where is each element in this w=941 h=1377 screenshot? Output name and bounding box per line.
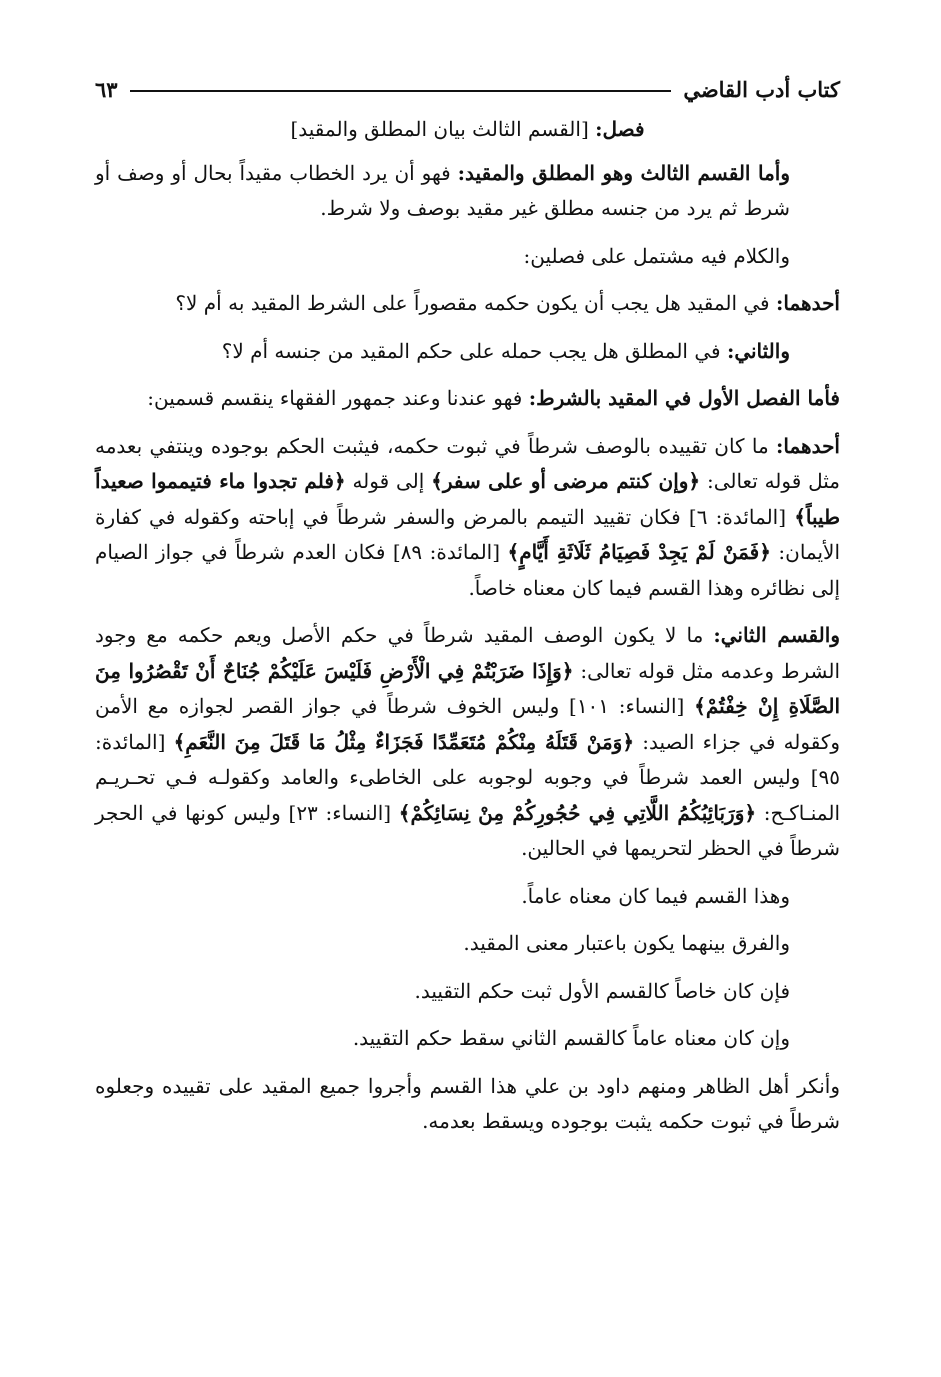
paragraph-text: فهو عندنا وعند جمهور الفقهاء ينقسم قسمين: [147,386,529,410]
paragraph [95,286,840,322]
quran-quote: ﴿فَمَنْ لَمْ يَجِدْ فَصِيَامُ ثَلَاثَةِ أَيَّامٍ﴾ [507,540,771,564]
paragraph-text: فإن كان خاصاً كالقسم الأول ثبت حكم التقييد. [414,978,790,1003]
paragraph-text: والكلام فيه مشتمل على فصلين: [523,243,790,268]
paragraph-text: ما كان تقييده بالوصف شرطاً في ثبوت حكمه، فيثبت الحكم بوجوده وينتفي بعدمه مثل قوله تعالى: [95,433,840,493]
paragraph-text: [النساء: ٢٣] وليس كونها في الحجر شرطاً في الحظر لتحريمها في الحالين. [95,800,840,860]
page-body [95,112,840,1152]
paragraph-lead: والقسم الثاني: [713,623,840,647]
paragraph-text: والفرق بينهما يكون باعتبار معنى المقيد. [463,931,790,955]
paragraph-text: [المائدة: ٨٩] فكان العدم شرطاً في جواز الصيام إلى نظائره وهذا القسم فيما كان معناه خاصاً. [95,540,840,600]
paragraph-text: وأنكر أهل الظاهر ومنهم داود بن علي هذا القسم وأجروا جميع المقيد على تقييده وجعلوه شرطاً في ثبوت حكمه يثبت بوجوده ويسقط بعدمه. [95,1073,840,1133]
paragraph [95,1069,840,1140]
quran-quote: ﴿فلم تجدوا ماء فتيمموا صعيداً طيباً﴾ [95,469,841,529]
paragraph [95,618,840,867]
paragraph-text: في المقيد هل يجب أن يكون حكمه مقصوراً على الشرط المقيد به أم لا؟ [175,291,776,315]
section-label: فصل: [595,117,645,141]
section-heading [95,112,840,148]
paragraph-text: [المائدة: ٩٥] وليس العمد شرطاً في وجوبه لوجوبه على الخاطىء والعامد وكقولـه فـي تحـريـم المنـاكـح: [95,729,840,825]
paragraph-lead: والثاني: [726,338,790,363]
paragraph [95,1021,840,1057]
running-header [95,72,840,106]
paragraph [95,239,840,275]
paragraph [95,429,840,607]
paragraph-text: [المائدة: ٦] فكان تقييد التيمم بالمرض والسفر شرطاً في إباحته وكقوله في كفارة الأيمان: [95,504,841,564]
paragraph [95,879,840,915]
paragraph-lead: فأما الفصل الأول في المقيد بالشرط: [528,386,840,410]
quran-quote: ﴿وَرَبَائِبُكُمُ اللَّاتِي فِي حُجُورِكُمْ مِنْ نِسَائِكُمْ﴾ [398,800,757,825]
book-title: كتاب أدب القاضي [683,76,840,102]
paragraph-text: إلى قوله [345,469,432,493]
paragraph-text: ما لا يكون الوصف المقيد شرطاً في حكم الأصل ويعم حكمه مع وجود الشرط وعدمه مثل قوله تعالى: [95,623,841,683]
paragraph-lead: أحدهما: [775,433,840,458]
page-number: ٦٣ [95,76,118,102]
paragraph [95,926,840,962]
paragraph-text: في المطلق هل يجب حمله على حكم المقيد من جنسه أم لا؟ [221,338,727,363]
paragraph-text: وهذا القسم فيما كان معناه عاماً. [521,883,790,908]
section-title: [القسم الثالث بيان المطلق والمقيد] [290,117,589,141]
paragraph [95,381,840,417]
paragraph-lead: أحدهما: [775,291,840,315]
paragraph [95,334,840,370]
paragraph [95,974,840,1010]
quran-quote: ﴿وَإِذَا ضَرَبْتُمْ فِي الْأَرْضِ فَلَيْسَ عَلَيْكُمْ جُنَاحٌ أَنْ تَقْصُرُوا مِنَ الصَّلَاةِ إِنْ خِفْتُمْ﴾ [95,658,841,718]
quran-quote: ﴿وَمَنْ قَتَلَهُ مِنْكُمْ مُتَعَمِّدًا فَجَزَاءٌ مِثْلُ مَا قَتَلَ مِنَ النَّعَمِ﴾ [173,729,635,754]
paragraph [95,156,840,227]
quran-quote: ﴿وإن كنتم مرضى أو على سفر﴾ [431,469,701,493]
paragraph-text: فهو أن يرد الخطاب مقيداً بحال أو وصف أو شرط ثم يرد من جنسه مطلق غير مقيد بوصف ولا شرط. [95,160,790,220]
paragraph-text: وإن كان معناه عاماً كالقسم الثاني سقط حكم التقييد. [352,1026,790,1050]
paragraph-text: [النساء: ١٠١] وليس الخوف شرطاً في جواز القصر لجوازه مع الأمن وكقوله في جزاء الصيد: [95,694,841,754]
paragraph-lead: وأما القسم الثالث وهو المطلق والمقيد: [457,160,790,185]
header-rule [130,90,672,92]
